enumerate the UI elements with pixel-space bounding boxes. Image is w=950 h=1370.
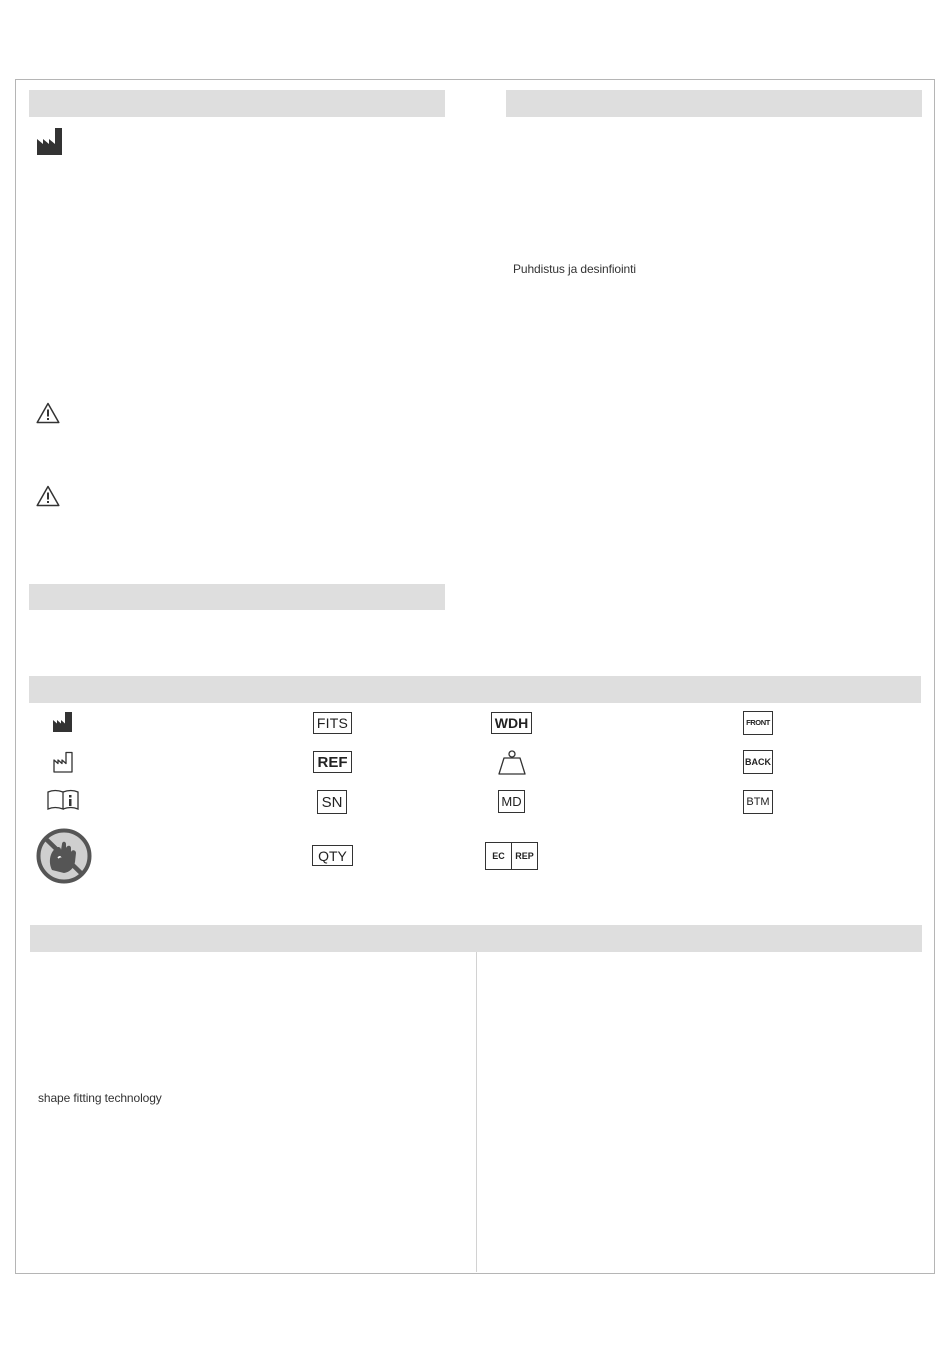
sn-symbol: SN [317, 790, 347, 814]
weight-icon [497, 750, 527, 775]
warning-icon [36, 402, 60, 424]
cleaning-heading: Puhdistus ja desinfiointi [513, 262, 636, 276]
section-header-bar-left [29, 90, 445, 117]
manufacturer-legend-icon [53, 711, 73, 733]
front-symbol: FRONT [743, 711, 773, 735]
qty-symbol: QTY [312, 845, 353, 866]
technology-text: shape fitting technology [38, 1091, 162, 1105]
section-header-bar-right [506, 90, 922, 117]
rep-label: REP [515, 851, 534, 861]
back-symbol: BACK [743, 750, 773, 774]
md-symbol: MD [498, 790, 525, 813]
section-header-bar-middle [29, 584, 445, 610]
manufacturer-icon [37, 127, 63, 156]
column-divider [476, 952, 477, 1272]
fits-symbol: FITS [313, 712, 352, 734]
consult-instructions-icon [47, 789, 79, 811]
warning-icon [36, 485, 60, 507]
symbols-legend-header-bar [29, 676, 921, 703]
ec-label: EC [486, 843, 512, 869]
ref-symbol: REF [313, 751, 352, 773]
ec-rep-symbol [485, 842, 538, 870]
wdh-symbol: WDH [491, 712, 532, 734]
no-hand-contact-icon [36, 828, 92, 884]
btm-symbol: BTM [743, 790, 773, 814]
bottom-section-header-bar [30, 925, 922, 952]
date-of-manufacture-icon [53, 751, 73, 773]
